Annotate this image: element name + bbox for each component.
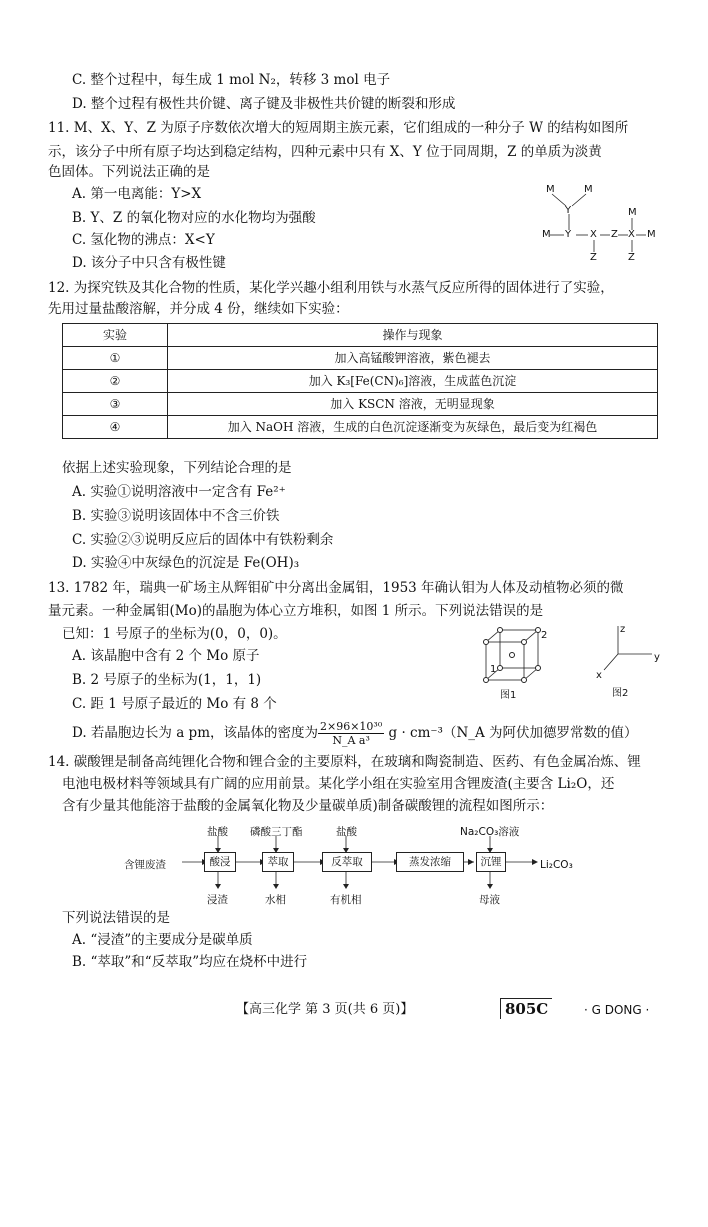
table-cell-id: ④ <box>63 416 168 439</box>
atom-y: Y <box>565 205 572 216</box>
atom-z: Z <box>611 229 618 240</box>
flow-input: 盐酸 <box>336 826 357 838</box>
atom-m: M <box>584 184 593 195</box>
atom-x: X <box>590 229 597 240</box>
flow-start: 含锂废渣 <box>124 859 166 871</box>
flow-output: 母液 <box>479 894 500 906</box>
q13-option-c: C. 距 1 号原子最近的 Mo 有 8 个 <box>72 696 277 712</box>
flow-input: 磷酸三丁酯 <box>250 826 303 838</box>
flow-output: 水相 <box>265 894 286 906</box>
q14-option-a: A. “浸渣”的主要成分是碳单质 <box>72 932 253 948</box>
atom-x: X <box>628 229 635 240</box>
q14-stem-line1: 14. 碳酸锂是制备高纯锂化合物和锂合金的主要原料，在玻璃和陶瓷制造、医药、有色金属冶炼、锂 <box>48 754 641 770</box>
q11-option-c: C. 氢化物的沸点：X<Y <box>72 232 215 248</box>
q13-option-b: B. 2 号原子的坐标为(1，1，1) <box>72 672 262 688</box>
process-flowchart <box>124 822 594 932</box>
flow-input: 盐酸 <box>207 826 228 838</box>
q14-question: 下列说法错误的是 <box>62 910 170 926</box>
axis-x-label: x <box>596 670 602 681</box>
q14-stem-line2: 电池电极材料等领域具有广阔的应用前景。某化学小组在实验室用含锂废渣(主要含 Li₂O，还 <box>62 776 615 792</box>
q12-option-a: A. 实验①说明溶液中一定含有 Fe²⁺ <box>72 484 286 500</box>
q11-stem-line2: 示，该分子中所有原子均达到稳定结构，四种元素中只有 X、Y 位于同周期，Z 的单质为淡黄 <box>48 144 602 160</box>
q10-option-c: C. 整个过程中，每生成 1 mol N₂，转移 3 mol 电子 <box>72 72 391 88</box>
flow-output: 浸渣 <box>207 894 228 906</box>
table-row <box>63 416 658 439</box>
q12-conclusion: 依据上述实验现象，下列结论合理的是 <box>62 460 292 476</box>
table-row <box>63 370 658 393</box>
flow-input: Na₂CO₃溶液 <box>460 826 520 838</box>
flow-output: 有机相 <box>330 894 362 906</box>
flow-step-precipitate: 沉锂 <box>476 852 506 872</box>
fraction-numerator: 2×96×10³⁰ <box>320 720 383 733</box>
atom-z: Z <box>628 252 635 263</box>
q11-option-a: A. 第一电离能：Y>X <box>72 186 202 202</box>
q12-option-c: C. 实验②③说明反应后的固体中有铁粉剩余 <box>72 532 334 548</box>
q13-option-d-suffix: g · cm⁻³（N_A 为阿伏加德罗常数的值） <box>384 725 638 741</box>
q12-option-d: D. 实验④中灰绿色的沉淀是 Fe(OH)₃ <box>72 555 300 571</box>
table-cell-text: 加入 NaOH 溶液，生成的白色沉淀逐渐变为灰绿色，最后变为红褐色 <box>168 416 658 439</box>
fraction-denominator: N_A a³ <box>332 734 370 747</box>
atom-label-2: 2 <box>541 630 548 641</box>
q11-option-d: D. 该分子中只含有极性键 <box>72 255 226 271</box>
molecule-w-structure <box>532 180 662 270</box>
axis-y-label: y <box>654 652 660 663</box>
flow-step-acid-leach: 酸浸 <box>204 852 236 872</box>
atom-m: M <box>546 184 555 195</box>
table-cell-id: ① <box>63 347 168 370</box>
atom-label-1: 1 <box>490 664 497 675</box>
footer-page-info: 【高三化学 第 3 页(共 6 页)】 <box>236 1002 414 1017</box>
table-cell-id: ② <box>63 370 168 393</box>
q13-option-a: A. 该晶胞中含有 2 个 Mo 原子 <box>72 648 260 664</box>
table-cell-text: 加入高锰酸钾溶液，紫色褪去 <box>168 347 658 370</box>
atom-y: Y <box>565 229 572 240</box>
q11-stem-line3: 色固体。下列说法正确的是 <box>48 164 210 180</box>
atom-m: M <box>647 229 656 240</box>
flow-step-back-extract: 反萃取 <box>322 852 372 872</box>
q13-option-d-prefix: D. 若晶胞边长为 a pm，该晶体的密度为 <box>72 725 318 741</box>
flow-step-extract: 萃取 <box>262 852 294 872</box>
table-header-cell: 操作与现象 <box>168 324 658 347</box>
atom-z: Z <box>590 252 597 263</box>
atom-m: M <box>628 207 637 218</box>
q14-stem-line3: 含有少量其他能溶于盐酸的金属氧化物及少量碳单质)制备碳酸锂的流程如图所示： <box>62 798 554 814</box>
q13-stem-line2: 量元素。一种金属钼(Mo)的晶胞为体心立方堆积，如图 1 所示。下列说法错误的是 <box>48 603 544 619</box>
table-cell-text: 加入 K₃[Fe(CN)₆]溶液，生成蓝色沉淀 <box>168 370 658 393</box>
q12-option-b: B. 实验③说明该固体中不含三价铁 <box>72 508 280 524</box>
table-row <box>63 393 658 416</box>
q13-option-d <box>72 720 638 747</box>
table-row <box>63 347 658 370</box>
atom-m: M <box>542 229 551 240</box>
q13-known: 已知：1 号原子的坐标为(0，0，0)。 <box>62 626 287 642</box>
q11-option-b: B. Y、Z 的氧化物对应的水化物均为强酸 <box>72 210 316 226</box>
density-fraction <box>318 720 384 747</box>
q11-stem-line1: 11. M、X、Y、Z 为原子序数依次增大的短周期主族元素，它们组成的一种分子 W 的结构如图所 <box>48 120 629 136</box>
figure-2-caption: 图2 <box>612 688 629 699</box>
q13-stem-line1: 13. 1782 年，瑞典一矿场主从辉钼矿中分离出金属钼，1953 年确认钼为人体及动植物必须的微 <box>48 580 624 596</box>
table-cell-id: ③ <box>63 393 168 416</box>
q10-option-d: D. 整个过程有极性共价键、离子键及非极性共价键的断裂和形成 <box>72 96 456 112</box>
flow-step-evaporate: 蒸发浓缩 <box>396 852 464 872</box>
footer-region: · G DONG · <box>584 1003 650 1017</box>
q12-stem-line2: 先用过量盐酸溶解，并分成 4 份，继续如下实验： <box>48 301 349 317</box>
q12-stem-line1: 12. 为探究铁及其化合物的性质，某化学兴趣小组利用铁与水蒸气反应所得的固体进行了实验， <box>48 280 614 296</box>
table-header-cell: 实验 <box>63 324 168 347</box>
experiment-table <box>62 323 658 439</box>
figure-2-axes <box>596 620 666 702</box>
figure-1-bcc-cell <box>480 622 550 702</box>
q14-option-b: B. “萃取”和“反萃取”均应在烧杯中进行 <box>72 954 308 970</box>
table-header-row <box>63 324 658 347</box>
table-cell-text: 加入 KSCN 溶液，无明显现象 <box>168 393 658 416</box>
footer-code: 805C <box>500 998 552 1019</box>
flow-product: Li₂CO₃ <box>540 859 573 871</box>
axis-z-label: z <box>620 624 626 635</box>
figure-1-caption: 图1 <box>500 690 517 701</box>
